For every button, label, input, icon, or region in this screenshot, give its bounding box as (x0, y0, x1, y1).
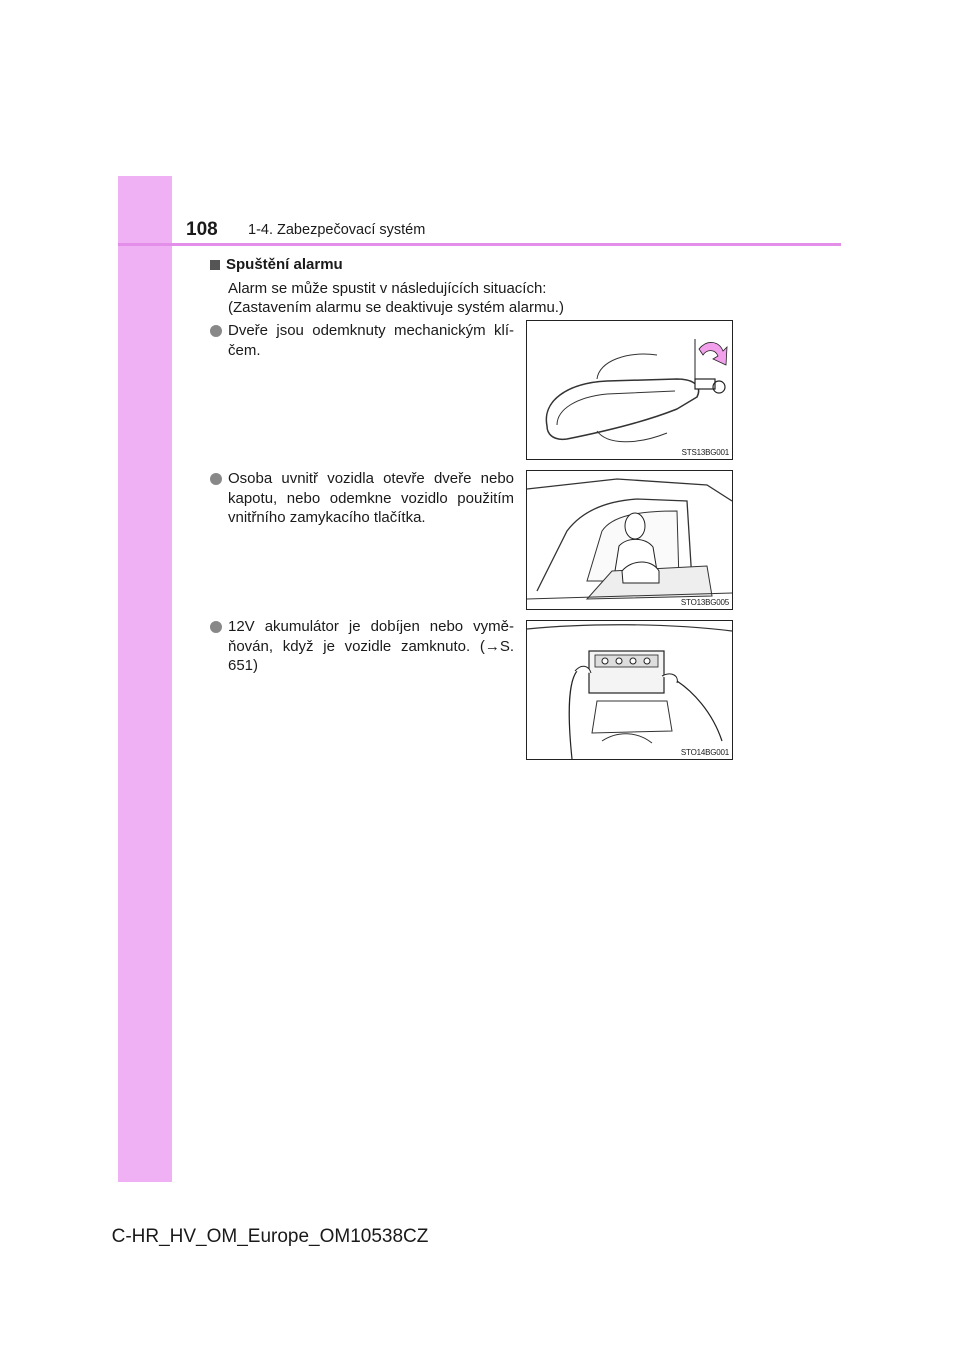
heading-text: Spuštění alarmu (226, 256, 343, 273)
bullet-2 (210, 469, 514, 528)
intro (228, 279, 748, 317)
page-number: 108 (186, 219, 218, 240)
door-handle-key-illustration (527, 321, 732, 459)
bullet-1 (210, 321, 514, 360)
bullet-1-text: Dveře jsou odemknuty mechanickým klí-čem. (228, 322, 514, 359)
bullet-dot-icon (210, 473, 222, 485)
person-in-car-illustration (527, 471, 732, 609)
battery-replacement-illustration (527, 621, 732, 759)
footer-code: C-HR_HV_OM_Europe_OM10538CZ (111, 1226, 429, 1247)
bullet-2-text: Osoba uvnitř vozidla otevře dveře nebo kapotu, nebo odemkne vozidlo použitím vnitřního zamykacího tlačítka. (228, 470, 514, 526)
square-bullet-icon (210, 260, 220, 270)
figure-code: STO14BG001 (680, 748, 729, 757)
bullet-3 (210, 617, 514, 676)
figure-battery (526, 620, 733, 760)
header-rule (118, 243, 841, 246)
bullet-3-text: 12V akumulátor je dobíjen nebo vymě-ňován, když je vozidle zamknuto. (→S. 651) (228, 618, 514, 674)
section-title: 1-4. Zabezpečovací systém (248, 222, 426, 238)
figure-code: STS13BG001 (681, 448, 729, 457)
footer (0, 1226, 960, 1248)
bullet-dot-icon (210, 621, 222, 633)
figure-door-key (526, 320, 733, 460)
figure-code: STO13BG005 (680, 598, 729, 607)
bullet-dot-icon (210, 325, 222, 337)
figure-person-in-car (526, 470, 733, 610)
heading (210, 256, 343, 273)
intro-line-1: Alarm se může spustit v následujících situacích: (228, 280, 547, 297)
side-tab (118, 176, 172, 1182)
intro-line-2: (Zastavením alarmu se deaktivuje systém alarmu.) (228, 299, 564, 316)
